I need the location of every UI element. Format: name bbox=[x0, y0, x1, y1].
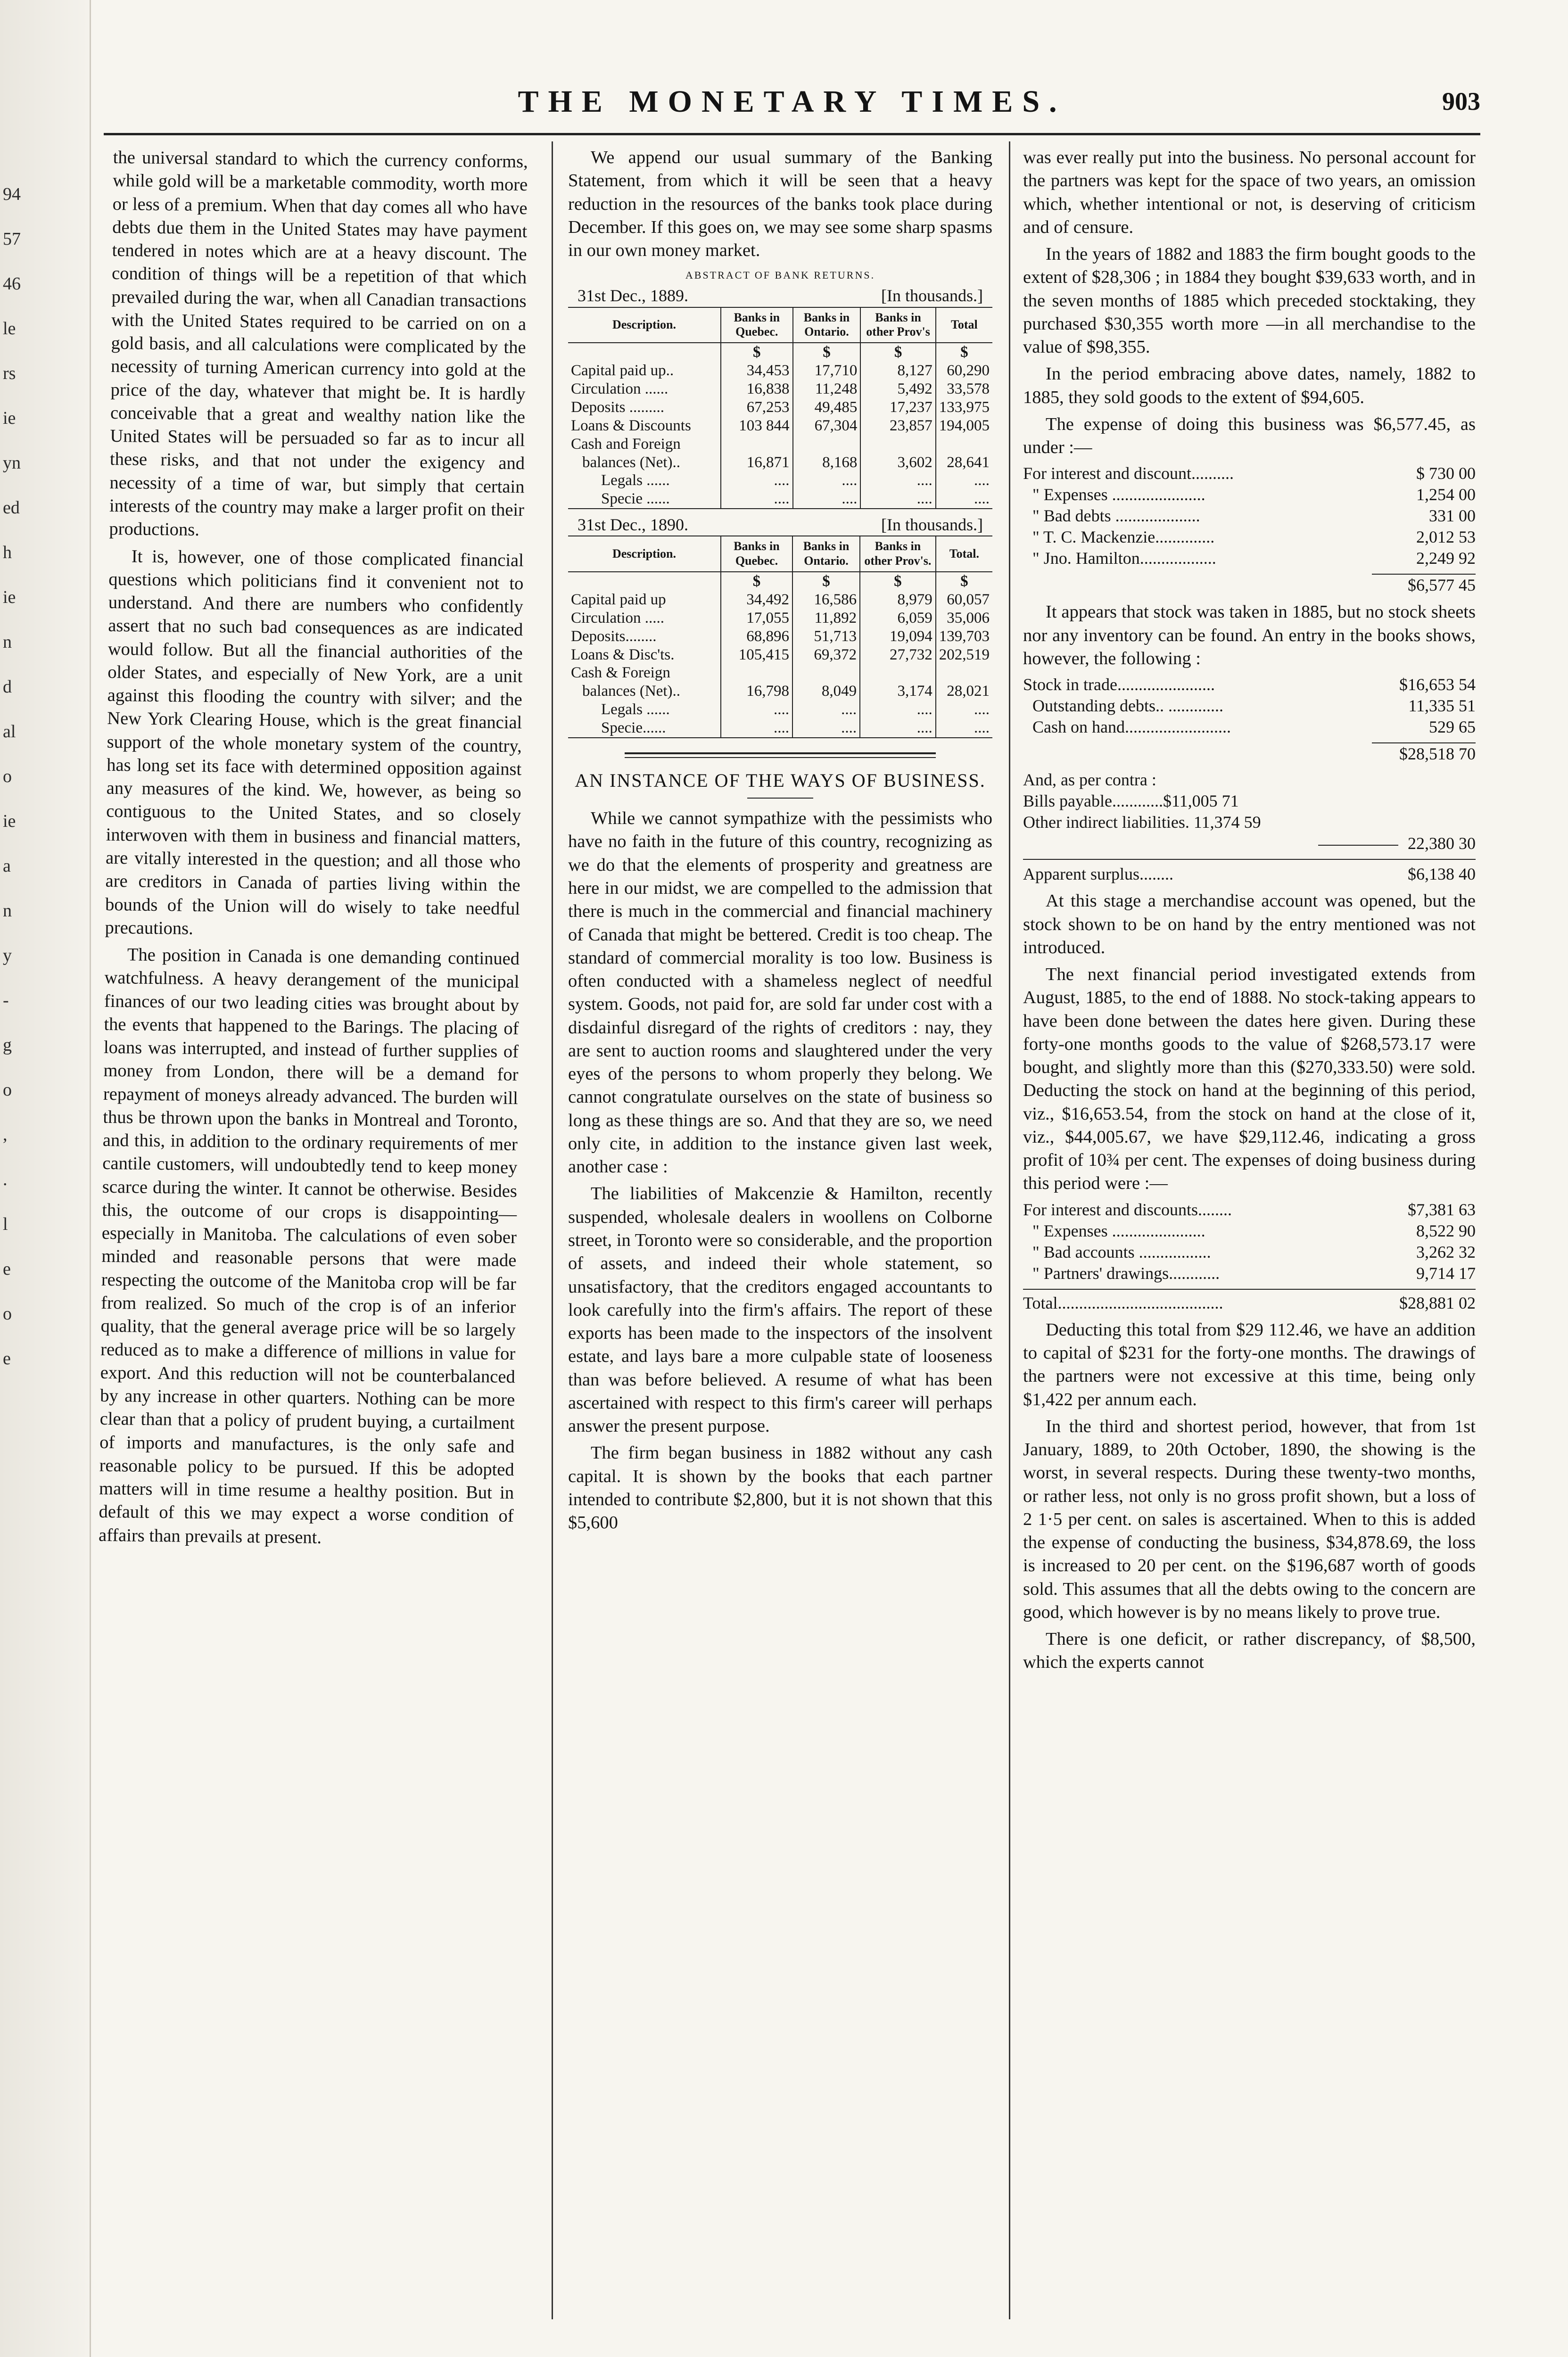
ledger-row bbox=[1023, 695, 1476, 717]
table-cell: 3,602 bbox=[860, 453, 935, 472]
ledger-amount: 8,522 90 bbox=[1416, 1221, 1476, 1240]
edge-text-fragment: ie bbox=[3, 587, 16, 607]
header-rule bbox=[104, 133, 1480, 135]
table-header-cell: Description. bbox=[568, 308, 721, 343]
table-header-cell: Total bbox=[936, 308, 992, 343]
ledger-label: " Bad debts .................... bbox=[1032, 506, 1200, 526]
table-row bbox=[568, 453, 992, 472]
edge-text-fragment: o bbox=[3, 766, 12, 786]
paragraph: In the period embracing above dates, namely, 1882 to 1885, they sold goods to the extent of $94,605. bbox=[1023, 364, 1476, 407]
table-cell: $ bbox=[860, 572, 936, 591]
table-cell: 23,857 bbox=[860, 417, 935, 435]
ledger-row bbox=[1023, 548, 1476, 569]
table-row bbox=[568, 664, 992, 682]
table-cell: 17,237 bbox=[860, 398, 935, 417]
table-dateline bbox=[568, 514, 992, 536]
table-dateline bbox=[568, 285, 992, 307]
edge-text-fragment: e bbox=[3, 1259, 11, 1279]
table-cell: balances (Net).. bbox=[568, 453, 721, 472]
ledger-row bbox=[1023, 1242, 1476, 1263]
table-cell: Legals ...... bbox=[568, 471, 721, 490]
table-cell bbox=[860, 664, 936, 682]
table-cell: 27,732 bbox=[860, 646, 936, 664]
table-cell: .... bbox=[936, 490, 992, 509]
edge-text-fragment: n bbox=[3, 632, 12, 652]
table-cell: 5,492 bbox=[860, 380, 935, 398]
table-cell: .... bbox=[793, 471, 861, 490]
edge-text-fragment: yn bbox=[3, 453, 21, 473]
ledger-row bbox=[1023, 717, 1476, 738]
table-cell: 194,005 bbox=[936, 417, 992, 435]
table-cell: Deposits ......... bbox=[568, 398, 721, 417]
edge-text-fragment: , bbox=[3, 1125, 8, 1145]
table-row bbox=[568, 609, 992, 627]
ledger-total-amount: $28,881 02 bbox=[1399, 1293, 1476, 1312]
table-cell: Specie...... bbox=[568, 719, 721, 738]
table-cell: 16,798 bbox=[721, 682, 792, 701]
paragraph: There is one deficit, or rather discrepancy, of $8,500, which the experts cannot bbox=[1023, 1629, 1476, 1673]
table-cell: 17,710 bbox=[793, 362, 861, 380]
edge-text-fragment: e bbox=[3, 1349, 11, 1368]
ledger-total-amount: $6,577 45 bbox=[1408, 576, 1476, 595]
table-cell: .... bbox=[936, 701, 992, 719]
ledger-amount: 331 00 bbox=[1429, 506, 1476, 526]
table-row bbox=[568, 362, 992, 380]
page-header bbox=[104, 80, 1480, 123]
ledger-amount: $ 730 00 bbox=[1416, 464, 1476, 483]
table-row bbox=[568, 398, 992, 417]
table-cell: .... bbox=[860, 701, 936, 719]
table-header-cell: Banks in Ontario. bbox=[793, 308, 861, 343]
table-cell bbox=[721, 435, 793, 453]
table-cell bbox=[860, 435, 935, 453]
table-caption: ABSTRACT OF BANK RETURNS. bbox=[685, 269, 875, 281]
bank-returns-table-1890 bbox=[568, 536, 992, 738]
ledger-total-amount: 22,380 30 bbox=[1408, 834, 1476, 853]
ledger-row bbox=[1023, 505, 1476, 527]
edge-text-fragment: ie bbox=[3, 811, 16, 831]
contra-heading: And, as per contra : bbox=[1023, 770, 1156, 790]
table-cell: 16,586 bbox=[792, 591, 860, 609]
table-row bbox=[568, 490, 992, 509]
ledger-amount: 529 65 bbox=[1429, 717, 1476, 737]
ledger-amount: $6,138 40 bbox=[1408, 865, 1476, 884]
table-cell bbox=[568, 572, 721, 591]
table-cell: 8,049 bbox=[792, 682, 860, 701]
table-cell: 60,057 bbox=[936, 591, 992, 609]
table-header-cell: Banks in Quebec. bbox=[721, 308, 793, 343]
edge-text-fragment: le bbox=[3, 319, 16, 338]
table-cell: $ bbox=[936, 572, 992, 591]
ledger-total bbox=[1023, 574, 1476, 596]
ledger-label: " Expenses ...................... bbox=[1032, 485, 1205, 504]
table-cell: 49,485 bbox=[793, 398, 861, 417]
table-cell: .... bbox=[936, 471, 992, 490]
ledger-total-amount: $28,518 70 bbox=[1399, 744, 1476, 764]
section-divider bbox=[625, 752, 936, 758]
table-cell: $ bbox=[793, 343, 861, 362]
table-cell: 67,253 bbox=[721, 398, 793, 417]
table-cell: 28,021 bbox=[936, 682, 992, 701]
table-cell: 19,094 bbox=[860, 627, 936, 646]
table-row bbox=[568, 719, 992, 738]
ledger-label: " Bad accounts ................. bbox=[1032, 1242, 1211, 1261]
column-left bbox=[91, 146, 528, 2328]
title-rule bbox=[747, 798, 813, 799]
table-row bbox=[568, 627, 992, 646]
ledger-amount: 3,262 32 bbox=[1416, 1242, 1476, 1261]
ledger-row bbox=[1023, 484, 1476, 505]
table-cell: 28,641 bbox=[936, 453, 992, 472]
edge-text-fragment: l bbox=[3, 1214, 8, 1234]
edge-text-fragment: y bbox=[3, 946, 12, 965]
masthead-title: THE MONETARY TIMES. bbox=[518, 84, 1066, 119]
table-header-cell: Total. bbox=[936, 536, 992, 571]
table-cell: 8,979 bbox=[860, 591, 936, 609]
table-header-cell: Description. bbox=[568, 536, 721, 571]
edge-text-fragment: ed bbox=[3, 498, 20, 518]
edge-text-fragment: - bbox=[3, 990, 9, 1010]
edge-text-fragment: al bbox=[3, 722, 16, 742]
paragraph: the universal standard to which the currency conforms, while gold will be a marketable commodity, worth more or less of a premium. When that day comes all who have debts due them in the United States may have payment tendered in notes which are at a heavy discount. The condition of things will be a repetition of that which prevailed during the war, when all Canadian transactions with the United States required to be carried on on a gold basis, and all calculations were complicated by the necessity of turning American currency into gold at the price of the day, whatever that might be. It is hardly conceivable that a great and wealthy nation like the United States will be persuaded so far as to incur all these risks, and that not under the exigency and necessity of a time of war, but simply that certain interests of the country may make a larger profit on their productions. bbox=[109, 147, 528, 540]
ledger-row bbox=[1023, 674, 1476, 695]
table-cell: balances (Net).. bbox=[568, 682, 721, 701]
table-cell: 17,055 bbox=[721, 609, 792, 627]
table-row bbox=[568, 701, 992, 719]
table-unit: [In thousands.] bbox=[881, 515, 983, 535]
paragraph: We append our usual summary of the Banking Statement, from which it will be seen that a heavy reduction in the resources of the banks took place during December. If this goes on, we may see some sharp spasms in our own money market. bbox=[568, 148, 992, 261]
table-cell: $ bbox=[721, 343, 793, 362]
ledger-label: Other indirect liabilities. 11,374 59 bbox=[1023, 813, 1261, 832]
page-number: 903 bbox=[1442, 87, 1480, 115]
paragraph: It is, however, one of those complicated financial questions which politicians find it convenient not to understand. And there are numbers who confidently assert that no such bad consequences as are indicated would follow. But all the financial authorities of the older States, and especially of New York, are a unit against this flooding the country with silver; and the New York Clearing House, which is the great financial support of the whole monetary system of the country, has long set its face with determined opposition against any measures of the kind. We, however, as being so contiguous to the United States, and so closely interwoven with them in business and financial matters, are vitally interested in the question; and all those who are creditors in Canada of parties living within the bounds of the Union will do wisely to take needful precautions. bbox=[105, 546, 524, 939]
expenses-ledger-1882-1885 bbox=[1023, 463, 1476, 569]
table-cell: .... bbox=[721, 719, 792, 738]
ledger-amount: 11,335 51 bbox=[1408, 696, 1476, 716]
ledger-label: Total....................................... bbox=[1023, 1293, 1223, 1312]
table-date: 31st Dec., 1890. bbox=[578, 515, 688, 535]
ledger-total bbox=[1023, 742, 1476, 765]
table-cell: 34,453 bbox=[721, 362, 793, 380]
expenses-ledger-1885-1888 bbox=[1023, 1199, 1476, 1284]
table-cell bbox=[792, 664, 860, 682]
table-cell: 69,372 bbox=[792, 646, 860, 664]
paragraph: At this stage a merchandise account was opened, but the stock shown to be on hand by the entry mentioned was not introduced. bbox=[1023, 891, 1476, 957]
paragraph: was ever really put into the business. No personal account for the partners was kept for the space of two years, an omission which, whether intentional or not, is deserving of criticism and of censure. bbox=[1023, 148, 1476, 237]
table-cell: Circulation ...... bbox=[568, 380, 721, 398]
ledger-row bbox=[1023, 1220, 1476, 1242]
ledger-amount: 9,714 17 bbox=[1416, 1263, 1476, 1283]
column-rule bbox=[1009, 141, 1010, 2319]
table-cell: Loans & Disc'ts. bbox=[568, 646, 721, 664]
table-cell: 16,871 bbox=[721, 453, 793, 472]
table-row bbox=[568, 343, 992, 362]
table-cell: 105,415 bbox=[721, 646, 792, 664]
ledger-label: For interest and discount.......... bbox=[1023, 464, 1234, 483]
table-cell: 6,059 bbox=[860, 609, 936, 627]
table-cell bbox=[793, 435, 861, 453]
table-cell: .... bbox=[793, 490, 861, 509]
table-row bbox=[568, 682, 992, 701]
paragraph: In the third and shortest period, however, that from 1st January, 1889, to 20th October, 1890, the showing is the worst, in several respects. During these twenty-two months, or rather less, not only is no gross profit shown, but a loss of 2 1·5 per cent. on sales is ascertained. When to this is added the expense of conducting the business, $34,878.69, the loss is increased to 20 per cent. on the $196,687 worth of goods sold. This assumes that all the debts owing to the concern are good, which however is by no means likely to prove true. bbox=[1023, 1416, 1476, 1622]
table-cell: 8,127 bbox=[860, 362, 935, 380]
table-cell: .... bbox=[860, 719, 936, 738]
table-cell: .... bbox=[860, 490, 935, 509]
table-cell: 11,892 bbox=[792, 609, 860, 627]
table-header-cell: Banks in Quebec. bbox=[721, 536, 792, 571]
table-cell: 3,174 bbox=[860, 682, 936, 701]
table-cell: Cash & Foreign bbox=[568, 664, 721, 682]
table-row bbox=[568, 471, 992, 490]
table-cell: .... bbox=[721, 490, 793, 509]
table-cell: .... bbox=[721, 701, 792, 719]
ledger-amount: 2,249 92 bbox=[1416, 549, 1476, 568]
table-row bbox=[568, 435, 992, 453]
edge-text-fragment: o bbox=[3, 1080, 12, 1100]
ledger-row bbox=[1023, 1263, 1476, 1284]
column-rule bbox=[552, 141, 553, 2319]
edge-text-fragment: a bbox=[3, 856, 11, 876]
contra-ledger bbox=[1023, 769, 1476, 854]
table-cell: 68,896 bbox=[721, 627, 792, 646]
table-cell: 51,713 bbox=[792, 627, 860, 646]
table-header-cell: Banks in Ontario. bbox=[792, 536, 860, 571]
ledger-label: " Partners' drawings............ bbox=[1032, 1263, 1220, 1283]
table-cell: Legals ...... bbox=[568, 701, 721, 719]
table-cell: Capital paid up.. bbox=[568, 362, 721, 380]
table-cell: 133,975 bbox=[936, 398, 992, 417]
table-cell bbox=[936, 664, 992, 682]
table-header-cell: Banks in other Prov's bbox=[860, 308, 935, 343]
table-cell: .... bbox=[792, 701, 860, 719]
table-cell: Circulation ..... bbox=[568, 609, 721, 627]
table-cell: .... bbox=[860, 471, 935, 490]
ledger-amount: 1,254 00 bbox=[1416, 485, 1476, 504]
paragraph: The liabilities of Makcenzie & Hamilton, recently suspended, wholesale dealers in woollens on Colborne street, in Toronto were so considerable, and the proportion of assets, and indeed their whole statement, so unsatisfactory, that the creditors engaged accountants to look carefully into the firm's affairs. The report of these exports has been made to the inspectors of the insolvent estate, and lays bare a more culpable state of looseness than was before believed. A resume of what has been ascertained with respect to this firm's career will perhaps answer the present purpose. bbox=[568, 1184, 992, 1436]
table-unit: [In thousands.] bbox=[881, 286, 983, 305]
paragraph: In the years of 1882 and 1883 the firm bought goods to the extent of $28,306 ; in 1884 they bought $39,633 worth, and in the seven months of 1885 which preceded stocktaking, they purchased $30,355 worth more —in all merchandise to the value of $98,355. bbox=[1023, 244, 1476, 357]
table-cell: Cash and Foreign bbox=[568, 435, 721, 453]
ledger-amount: 2,012 53 bbox=[1416, 527, 1476, 547]
edge-text-fragment: d bbox=[3, 677, 12, 697]
ledger-row bbox=[1023, 463, 1476, 484]
table-cell: .... bbox=[792, 719, 860, 738]
table-cell: $ bbox=[936, 343, 992, 362]
table-cell: Capital paid up bbox=[568, 591, 721, 609]
table-row bbox=[568, 646, 992, 664]
table-cell: $ bbox=[792, 572, 860, 591]
table-cell: Loans & Discounts bbox=[568, 417, 721, 435]
table-cell: .... bbox=[721, 471, 793, 490]
surplus-line bbox=[1023, 859, 1476, 885]
table-cell: 8,168 bbox=[793, 453, 861, 472]
table-cell: 60,290 bbox=[936, 362, 992, 380]
paragraph: It appears that stock was taken in 1885, but no stock sheets nor any inventory can be found. An entry in the books shows, however, the following : bbox=[1023, 602, 1476, 668]
table-cell: 33,578 bbox=[936, 380, 992, 398]
table-header-cell: Banks in other Prov's. bbox=[860, 536, 936, 571]
edge-text-fragment: h bbox=[3, 543, 12, 562]
table-cell: 139,703 bbox=[936, 627, 992, 646]
paragraph: While we cannot sympathize with the pessimists who have no faith in the future of this country, recognizing as we do that the elements of prosperity and greatness are here in our midst, we are compelled to the admission that there is much in the commercial and financial machinery of Canada that might be bettered. Credit is too cheap. The standard of commercial morality is too low. Business is often conducted with a shameless neglect of needful system. Goods, not paid for, are sold far under cost with a disdainful disregard of the rights of creditors : nay, they are sent to auction rooms and slaughtered under the very eyes of the persons to whom properly they belong. We cannot congratulate ourselves on the state of business so long as these things are so. And that they are so, we need only cite, in addition to the instance given last week, another case : bbox=[568, 808, 992, 1177]
table-cell: 67,304 bbox=[793, 417, 861, 435]
ledger-row bbox=[1023, 527, 1476, 548]
edge-text-fragment: ie bbox=[3, 408, 16, 428]
edge-text-fragment: 94 bbox=[3, 184, 21, 204]
ledger-amount: $16,653 54 bbox=[1399, 675, 1476, 694]
ledger-label: " Expenses ...................... bbox=[1032, 1221, 1205, 1240]
section-title: AN INSTANCE OF THE WAYS OF BUSINESS. bbox=[575, 770, 986, 791]
edge-text-fragment: n bbox=[3, 901, 12, 921]
ledger-row bbox=[1023, 1199, 1476, 1220]
edge-text-fragment: o bbox=[3, 1304, 12, 1324]
table-cell: 35,006 bbox=[936, 609, 992, 627]
table-cell: 202,519 bbox=[936, 646, 992, 664]
edge-text-fragment: 57 bbox=[3, 229, 21, 249]
paragraph: The firm began business in 1882 without any cash capital. It is shown by the books that each partner intended to contribute $2,800, but it is not shown that this $5,600 bbox=[568, 1443, 992, 1533]
ledger-label: Outstanding debts.. ............. bbox=[1032, 696, 1223, 716]
ledger-label: Apparent surplus........ bbox=[1023, 865, 1173, 884]
edge-text-fragment: . bbox=[3, 1170, 8, 1189]
table-cell: 103 844 bbox=[721, 417, 793, 435]
table-cell bbox=[721, 664, 792, 682]
table-row bbox=[568, 591, 992, 609]
column-middle bbox=[568, 146, 992, 2324]
table-cell: 16,838 bbox=[721, 380, 793, 398]
ledger-label: " T. C. Mackenzie.............. bbox=[1032, 527, 1215, 547]
table-cell bbox=[568, 343, 721, 362]
ledger-label: For interest and discounts........ bbox=[1023, 1200, 1232, 1219]
column-right bbox=[1023, 146, 1476, 2324]
table-date: 31st Dec., 1889. bbox=[578, 286, 688, 305]
assets-ledger bbox=[1023, 674, 1476, 738]
table-cell bbox=[936, 435, 992, 453]
previous-page-edge bbox=[0, 0, 91, 2357]
ledger-label: Stock in trade....................... bbox=[1023, 675, 1215, 694]
paragraph: The next financial period investigated extends from August, 1885, to the end of 1888. No stock-taking appears to have been done between the dates here given. During these forty-one months goods to the value of $268,573.17 were bought, and slightly more than this ($270,333.50) were sold. Deducting the stock on hand at the beginning of this period, viz., $16,653.54, from the stock on hand at the close of it, viz., $44,005.67, we have $29,112.46, indicating a gross profit of 10¾ per cent. The expenses of doing business during this period were :— bbox=[1023, 964, 1476, 1194]
table-cell: 11,248 bbox=[793, 380, 861, 398]
edge-text-fragment: rs bbox=[3, 363, 16, 383]
bank-returns-table-1889 bbox=[568, 308, 992, 510]
paragraph: The position in Canada is one demanding continued watchfulness. A heavy derangement of the municipal finances of our two leading cities was brought about by the events that happened to the Barings. The placing of loans was interrupted, and instead of further supplies of money from London, there will be a demand for repayment of moneys already advanced. The burden will thus be thrown upon the banks in Montreal and Toronto, and this, in addition to the ordinary requirements of mer cantile customers, will undoubtedly tend to keep money scarce during the winter. It cannot be otherwise. Besides this, the outcome of our crops is disappointing—especially in Manitoba. The calculations of even sober minded and reasonable persons that were made respecting the outcome of the Manitoba crop will be far from realized. So much of the crop is of an inferior quality, that the general average price will be so largely reduced as to make a difference of millions in value for export. And this reduction will not be counterbalanced by any increase in other quarters. Nothing can be more clear than that a policy of prudent buying, a curtailment of imports and manufactures, is the only safe and reasonable policy to be pursued. If this be adopted matters will in time resume a healthy position. But in default of this we may expect a worse condition of affairs than prevails at present. bbox=[98, 945, 520, 1548]
edge-text-fragment: 46 bbox=[3, 274, 21, 294]
table-cell: Specie ...... bbox=[568, 490, 721, 509]
ledger-amount: $7,381 63 bbox=[1408, 1200, 1476, 1219]
paragraph: Deducting this total from $29 112.46, we have an addition to capital of $231 for the forty-one months. The drawings of the partners were not excessive at this time, being only $1,422 per annum each. bbox=[1023, 1319, 1476, 1409]
ledger-label: Bills payable............$11,005 71 bbox=[1023, 791, 1239, 811]
edge-text-fragment: g bbox=[3, 1035, 12, 1055]
ledger-label: Cash on hand......................... bbox=[1032, 717, 1231, 737]
table-row bbox=[568, 417, 992, 435]
table-cell: $ bbox=[721, 572, 792, 591]
paragraph: The expense of doing this business was $6,577.45, as under :— bbox=[1023, 414, 1476, 458]
table-cell: $ bbox=[860, 343, 935, 362]
table-cell: Deposits........ bbox=[568, 627, 721, 646]
table-row bbox=[568, 572, 992, 591]
ledger-label: " Jno. Hamilton.................. bbox=[1032, 549, 1216, 568]
table-cell: 34,492 bbox=[721, 591, 792, 609]
table-row bbox=[568, 380, 992, 398]
table-cell: .... bbox=[936, 719, 992, 738]
ledger-total bbox=[1023, 1289, 1476, 1314]
